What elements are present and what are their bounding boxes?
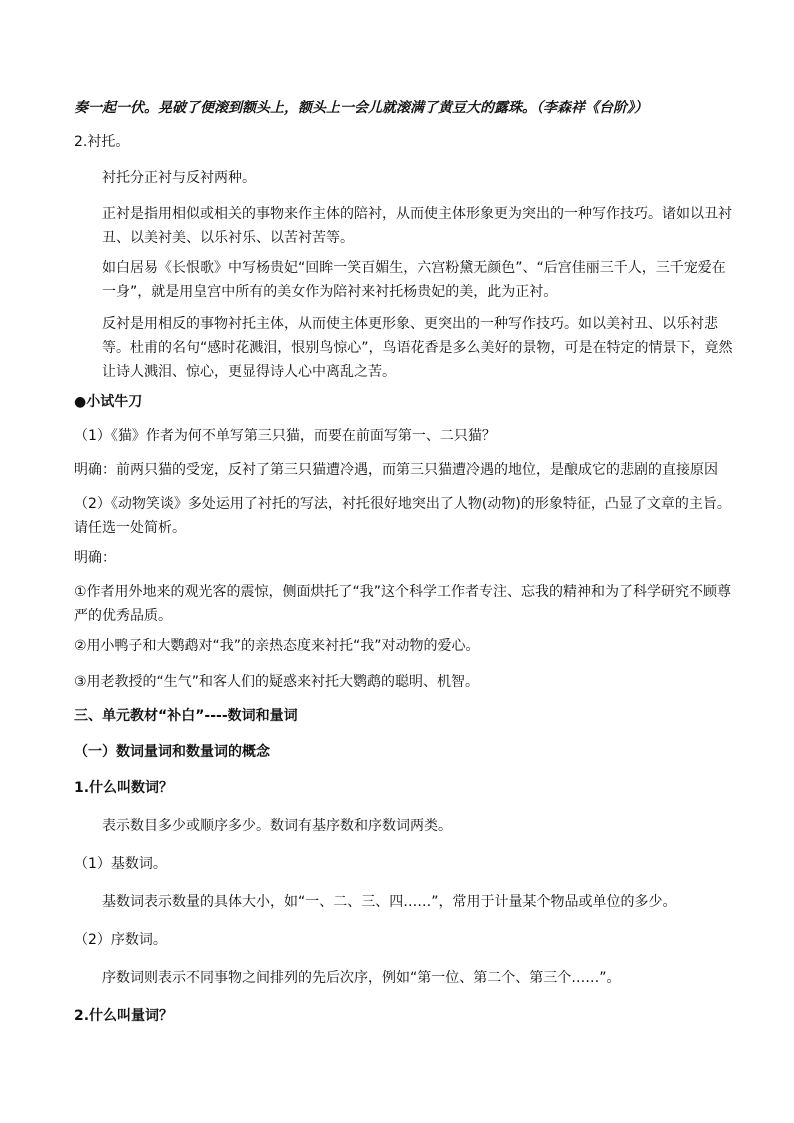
section-heading: 三、单元教材“补白”----数词和量词 bbox=[74, 708, 298, 724]
paragraph: 反衬是用相反的事物衬托主体，从而使主体更形象、更突出的一种写作技巧。如以美衬丑、以乐衬悲等。杜甫的名句“感时花溅泪，恨别鸟惊心”，鸟语花香是多么美好的景物，可是在特定的情景下，竟然让诗人溅泪、惊心，更显得诗人心中离乱之苦。 bbox=[102, 316, 733, 380]
item-heading: （1）基数词。 bbox=[74, 856, 167, 872]
section-heading-contrast: 2.衬托。 bbox=[74, 134, 130, 150]
paragraph: 基数词表示数量的具体大小，如“一、二、三、四……”，常用于计量某个物品或单位的多少。 bbox=[102, 894, 677, 910]
answer-item: ③用老教授的“生气”和客人们的疑惑来衬托大鹦鹉的聪明、机智。 bbox=[74, 674, 480, 690]
subsection-heading: （一）数词量词和数量词的概念 bbox=[74, 744, 270, 760]
answer: 明确：前两只猫的受宠，反衬了第三只猫遭冷遇，而第三只猫遭冷遇的地位，是酿成它的悲剧的直接原因 bbox=[74, 462, 718, 478]
question-heading: 2.什么叫量词？ bbox=[74, 1008, 174, 1024]
paragraph: 正衬是指用相似或相关的事物来作主体的陪衬，从而使主体形象更为突出的一种写作技巧。诸如以丑衬丑、以美衬美、以乐衬乐、以苦衬苦等。 bbox=[102, 206, 732, 246]
paragraph: 表示数目多少或顺序多少。数词有基序数和序数词两类。 bbox=[102, 818, 452, 834]
answer-item: ①作者用外地来的观光客的震惊，侧面烘托了“我”这个科学工作者专注、忘我的精神和为了科学研究不顾尊严的优秀品质。 bbox=[74, 584, 732, 624]
answer-item: ②用小鸭子和大鹦鹉对“我”的亲热态度来衬托“我”对动物的爱心。 bbox=[74, 638, 480, 654]
subheading-practice: ●小试牛刀 bbox=[74, 394, 143, 410]
quote-line: 奏一起一伏。晃破了便滚到额头上，额头上一会儿就滚满了黄豆大的露珠。（李森祥《台阶》） bbox=[74, 100, 648, 116]
answer-label: 明确： bbox=[74, 550, 116, 566]
item-heading: （2）序数词。 bbox=[74, 932, 167, 948]
paragraph: 如白居易《长恨歌》中写杨贵妃“回眸一笑百媚生，六宫粉黛无颜色”、“后宫佳丽三千人，三千宠爱在一身”，就是用皇宫中所有的美女作为陪衬来衬托杨贵妃的美，此为正衬。 bbox=[102, 260, 726, 300]
question-heading: 1.什么叫数词？ bbox=[74, 780, 174, 796]
paragraph: 序数词则表示不同事物之间排列的先后次序，例如“第一位、第二个、第三个……”。 bbox=[102, 970, 621, 986]
question: （2）《动物笑谈》多处运用了衬托的写法，衬托很好地突出了人物(动物)的形象特征，凸显了文章的主旨。请任选一处简析。 bbox=[74, 496, 731, 536]
paragraph: 衬托分正衬与反衬两种。 bbox=[102, 170, 256, 186]
question: （1）《猫》作者为何不单写第三只猫，而要在前面写第一、二只猫？ bbox=[74, 428, 496, 444]
